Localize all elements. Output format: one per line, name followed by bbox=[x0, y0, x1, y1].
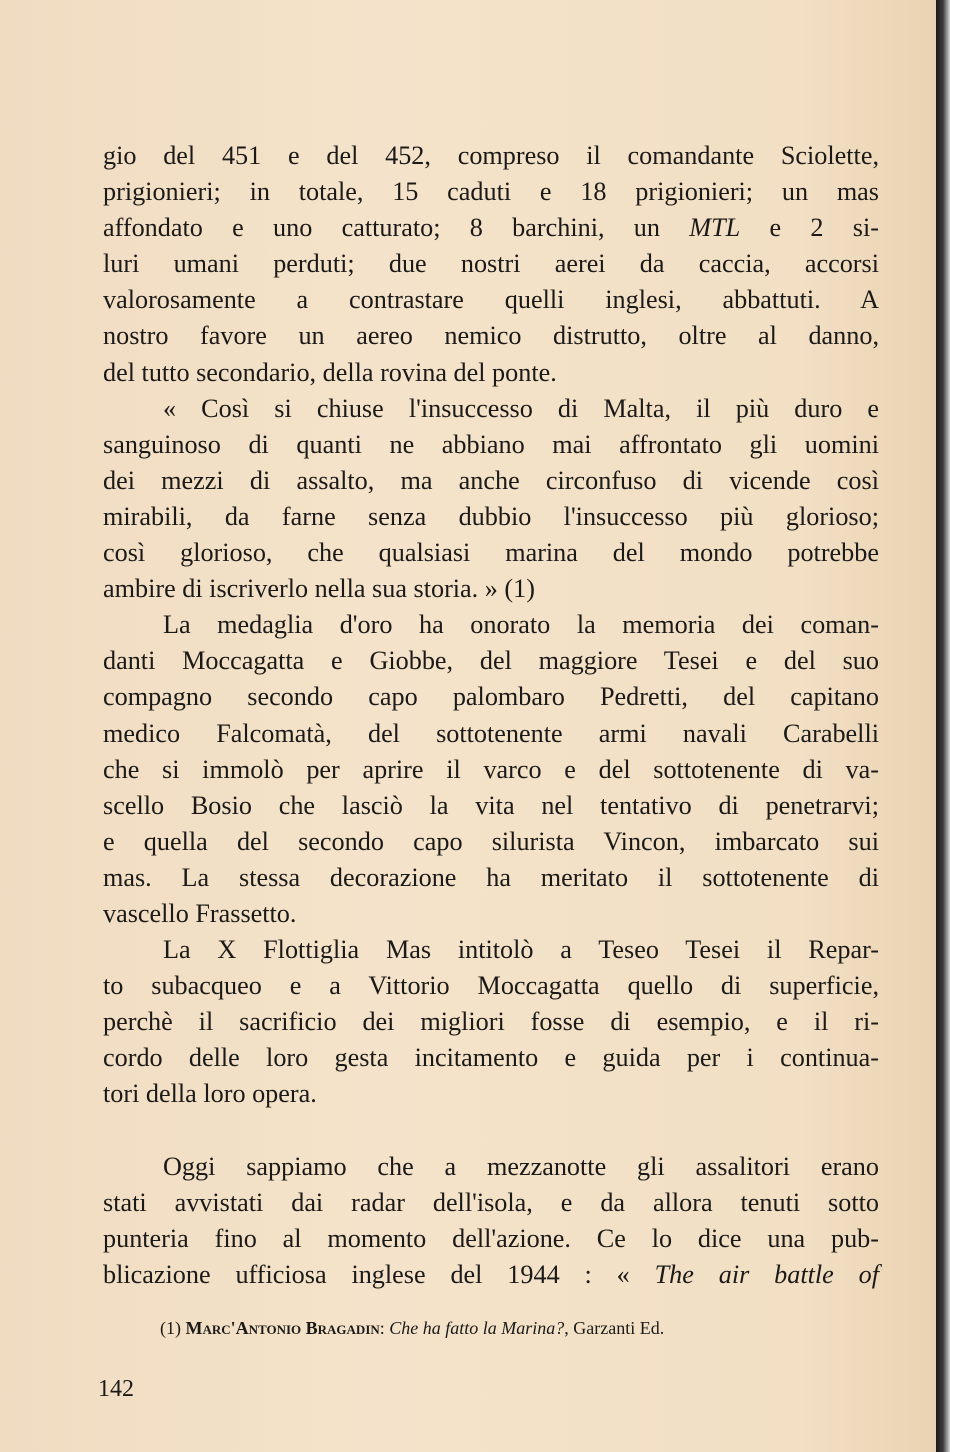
page-number: 142 bbox=[98, 1376, 134, 1402]
footnote bbox=[160, 1318, 875, 1339]
text-line: medico Falcomatà, del sottotenente armi navali Carabelli bbox=[103, 718, 879, 748]
text-line: e quella del secondo capo silurista Vincon, imbarcato sui bbox=[103, 826, 879, 856]
text-line: to subacqueo e a Vittorio Moccagatta quello di superficie, bbox=[103, 971, 879, 1001]
text-line: La medaglia d'oro ha onorato la memoria dei coman- bbox=[163, 610, 879, 640]
text-line: Oggi sappiamo che a mezzanotte gli assalitori erano bbox=[163, 1151, 879, 1181]
text-line: perchè il sacrificio dei migliori fosse di esempio, e il ri- bbox=[103, 1007, 879, 1037]
text-line: luri umani perduti; due nostri aerei da caccia, accorsi bbox=[103, 249, 879, 279]
footnote-publisher: , Garzanti Ed. bbox=[564, 1318, 665, 1338]
text-line: mas. La stessa decorazione ha meritato il sottotenente di bbox=[103, 862, 879, 892]
text-line: tori della loro opera. bbox=[103, 1079, 317, 1109]
text-segment: blicazione ufficiosa inglese del 1944 : « bbox=[103, 1259, 655, 1289]
text-line: gio del 451 e del 452, compreso il comandante Sciolette, bbox=[103, 141, 879, 170]
text-segment: e 2 si- bbox=[740, 213, 879, 243]
text-line: danti Moccagatta e Giobbe, del maggiore Tesei e del suo bbox=[103, 646, 879, 676]
text-line: ambire di iscriverlo nella sua storia. » (1) bbox=[103, 574, 535, 604]
text-line: prigionieri; in totale, 15 caduti e 18 prigionieri; un mas bbox=[103, 177, 879, 207]
italic-title: The air battle of bbox=[654, 1259, 879, 1289]
footnote-title: Che ha fatto la Marina? bbox=[389, 1318, 565, 1338]
footnote-author: Marc'Antonio Bragadin bbox=[185, 1318, 380, 1338]
text-line: compagno secondo capo palombaro Pedretti, del capitano bbox=[103, 682, 879, 712]
text-line: che si immolò per aprire il varco e del sottotenente di va- bbox=[103, 754, 879, 784]
text-line: valorosamente a contrastare quelli inglesi, abbattuti. A bbox=[103, 285, 879, 315]
text-line: nostro favore un aereo nemico distrutto, oltre al danno, bbox=[103, 321, 879, 351]
text-line: sanguinoso di quanti ne abbiano mai affrontato gli uomini bbox=[103, 429, 879, 459]
text-line: cordo delle loro gesta incitamento e guida per i continua- bbox=[103, 1043, 879, 1073]
body-text bbox=[103, 138, 879, 1293]
text-line: La X Flottiglia Mas intitolò a Teseo Tesei il Repar- bbox=[163, 935, 879, 965]
text-line: « Così si chiuse l'insuccesso di Malta, il più duro e bbox=[163, 393, 879, 423]
text-line: così glorioso, che qualsiasi marina del mondo potrebbe bbox=[103, 538, 879, 568]
footnote-separator: : bbox=[379, 1318, 385, 1338]
text-line: punteria fino al momento dell'azione. Ce lo dice una pub- bbox=[103, 1223, 879, 1253]
text-line bbox=[103, 1257, 879, 1293]
text-line: stati avvistati dai radar dell'isola, e da allora tenuti sotto bbox=[103, 1187, 879, 1217]
footnote-marker: (1) bbox=[160, 1318, 181, 1338]
book-spine-edge bbox=[936, 0, 950, 1452]
text-line: scello Bosio che lasciò la vita nel tentativo di penetrarvi; bbox=[103, 790, 879, 820]
text-line: vascello Frassetto. bbox=[103, 898, 297, 928]
text-line bbox=[103, 210, 879, 246]
text-line: del tutto secondario, della rovina del ponte. bbox=[103, 357, 557, 387]
section-gap bbox=[103, 1113, 879, 1149]
text-line: dei mezzi di assalto, ma anche circonfuso di vicende così bbox=[103, 465, 879, 495]
italic-abbreviation: MTL bbox=[689, 213, 741, 243]
text-line: mirabili, da farne senza dubbio l'insuccesso più glorioso; bbox=[103, 501, 879, 531]
text-segment: affondato e uno catturato; 8 barchini, un bbox=[103, 213, 690, 243]
